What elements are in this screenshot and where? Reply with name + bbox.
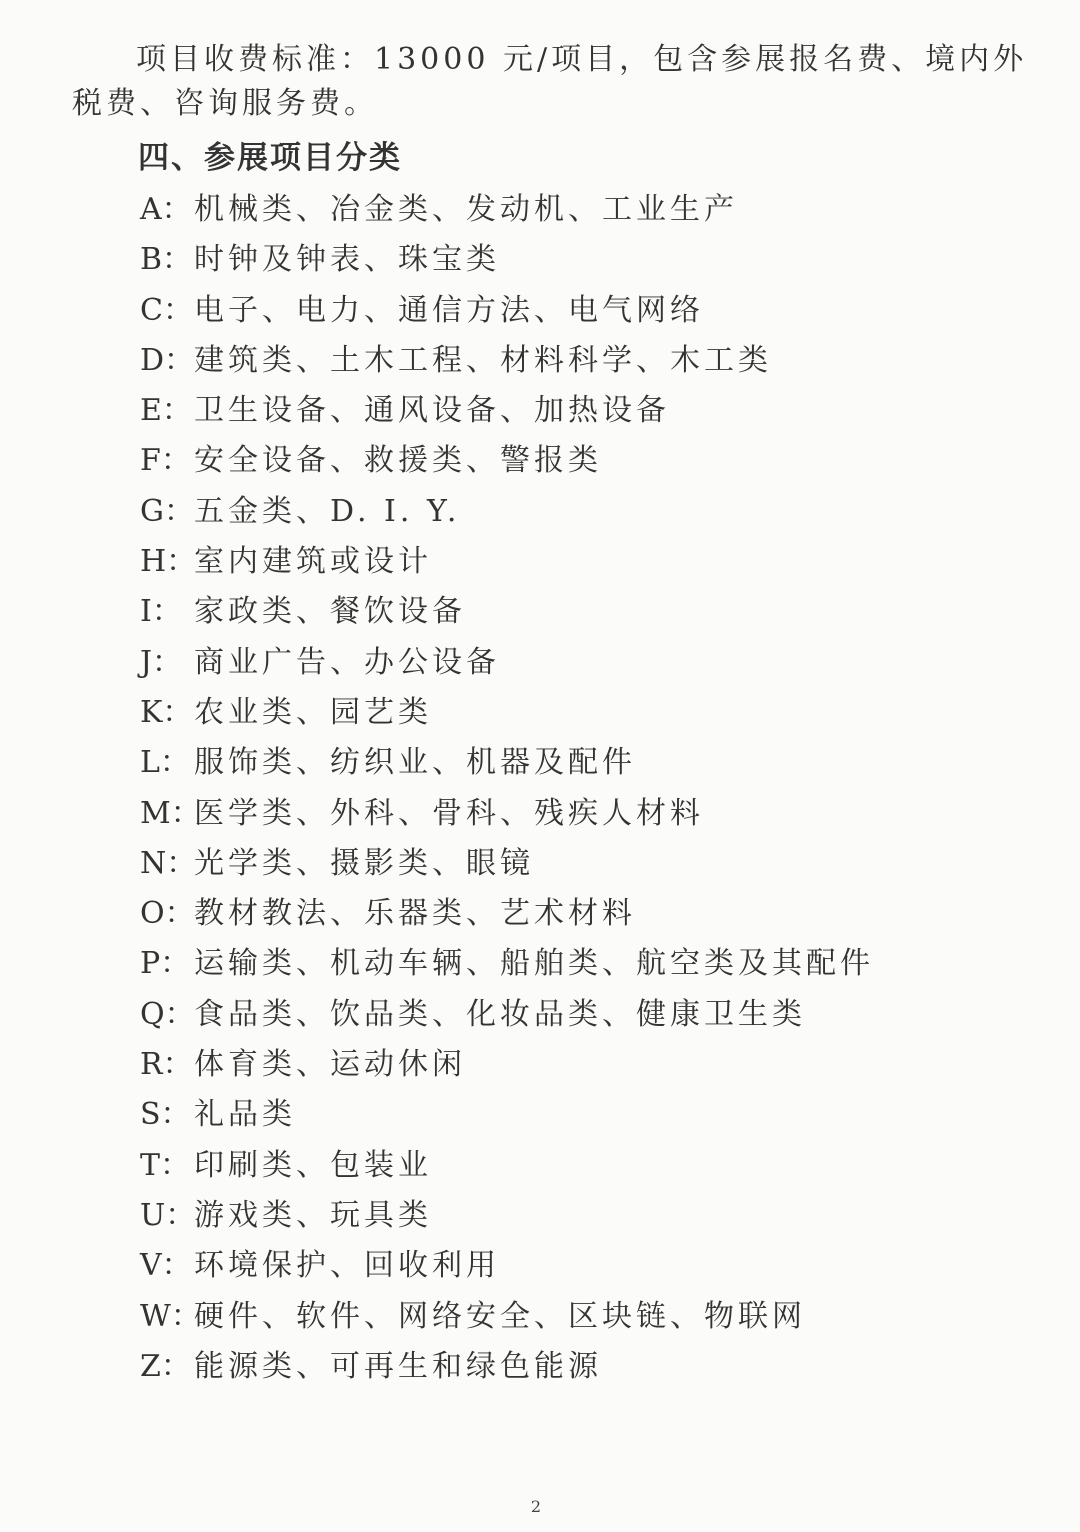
category-text: 时钟及钟表、珠宝类 (194, 242, 500, 278)
category-text: 印刷类、包装业 (194, 1147, 432, 1183)
category-code: H： (140, 544, 197, 580)
category-code: L： (140, 745, 190, 781)
category-code: W： (140, 1298, 201, 1334)
category-item-z (140, 1345, 1040, 1395)
category-item-o (140, 892, 1040, 942)
category-item-n (140, 842, 1040, 892)
category-item-u (140, 1194, 1040, 1244)
category-item-g (140, 490, 1040, 540)
category-text: 农业类、园艺类 (194, 694, 432, 730)
category-code: Z： (140, 1348, 191, 1384)
category-code: A： (140, 192, 192, 227)
category-item-q (140, 993, 1040, 1043)
category-item-f (140, 439, 1040, 489)
category-code: G： (140, 493, 194, 529)
category-item-c (140, 289, 1040, 339)
category-text: 教材教法、乐器类、艺术材料 (194, 896, 636, 932)
category-item-b (140, 238, 1040, 288)
category-item-e (140, 389, 1040, 439)
section-heading: 四、参展项目分类 (138, 140, 402, 176)
category-text: 安全设备、救援类、警报类 (194, 443, 602, 479)
category-item-k (140, 691, 1040, 741)
category-item-m (140, 792, 1040, 842)
category-code: R： (140, 1047, 193, 1083)
category-item-v (140, 1244, 1040, 1294)
category-text: 光学类、摄影类、眼镜 (194, 845, 534, 881)
category-item-t (140, 1144, 1040, 1194)
category-text: 礼品类 (194, 1097, 296, 1133)
category-code: J： (140, 644, 183, 680)
category-text: 体育类、运动休闲 (194, 1047, 466, 1083)
category-item-p (140, 942, 1040, 992)
category-text: 室内建筑或设计 (194, 544, 432, 580)
category-code: V： (140, 1248, 192, 1284)
category-code: U： (140, 1197, 196, 1233)
category-code: S： (140, 1097, 191, 1133)
category-code: C： (140, 292, 193, 328)
page-number: 2 (530, 1497, 542, 1516)
category-item-r (140, 1043, 1040, 1093)
category-item-w (140, 1295, 1040, 1345)
category-list (140, 188, 1040, 1395)
category-code: K： (140, 694, 193, 730)
category-code: D： (140, 342, 195, 378)
category-code: M： (140, 795, 201, 831)
category-text: 能源类、可再生和绿色能源 (194, 1348, 602, 1384)
category-text: 服饰类、纺织业、机器及配件 (194, 745, 636, 781)
category-item-j (140, 641, 1040, 691)
category-item-h (140, 540, 1040, 590)
category-item-i (140, 590, 1040, 640)
category-item-a (140, 188, 1040, 238)
category-code: O： (140, 896, 195, 932)
category-text: 家政类、餐饮设备 (194, 594, 466, 630)
category-code: P： (140, 946, 191, 982)
category-item-s (140, 1093, 1040, 1143)
category-text: 机械类、冶金类、发动机、工业生产 (194, 192, 738, 227)
category-code: N： (140, 845, 197, 881)
category-text: 运输类、机动车辆、船舶类、航空类及其配件 (194, 946, 874, 982)
category-text: 游戏类、玩具类 (194, 1197, 432, 1233)
category-code: Q： (140, 996, 195, 1032)
category-code: I： (140, 594, 182, 630)
category-text: 环境保护、回收利用 (194, 1248, 500, 1284)
category-text: 五金类、D. I. Y. (194, 493, 461, 529)
category-text: 医学类、外科、骨科、残疾人材料 (194, 795, 704, 831)
category-code: E： (140, 393, 192, 429)
category-code: B： (140, 242, 193, 278)
category-text: 商业广告、办公设备 (194, 644, 500, 680)
category-text: 卫生设备、通风设备、加热设备 (194, 393, 670, 429)
category-item-l (140, 741, 1040, 791)
category-text: 建筑类、土木工程、材料科学、木工类 (194, 342, 772, 378)
category-item-d (140, 339, 1040, 389)
category-code: F： (140, 443, 191, 479)
category-text: 硬件、软件、网络安全、区块链、物联网 (194, 1298, 806, 1334)
category-text: 食品类、饮品类、化妆品类、健康卫生类 (194, 996, 806, 1032)
category-code: T： (140, 1147, 191, 1183)
fee-standard-paragraph: 项目收费标准：13000 元/项目，包含参展报名费、境内外税费、咨询服务费。 (72, 42, 1028, 121)
category-text: 电子、电力、通信方法、电气网络 (194, 292, 704, 328)
